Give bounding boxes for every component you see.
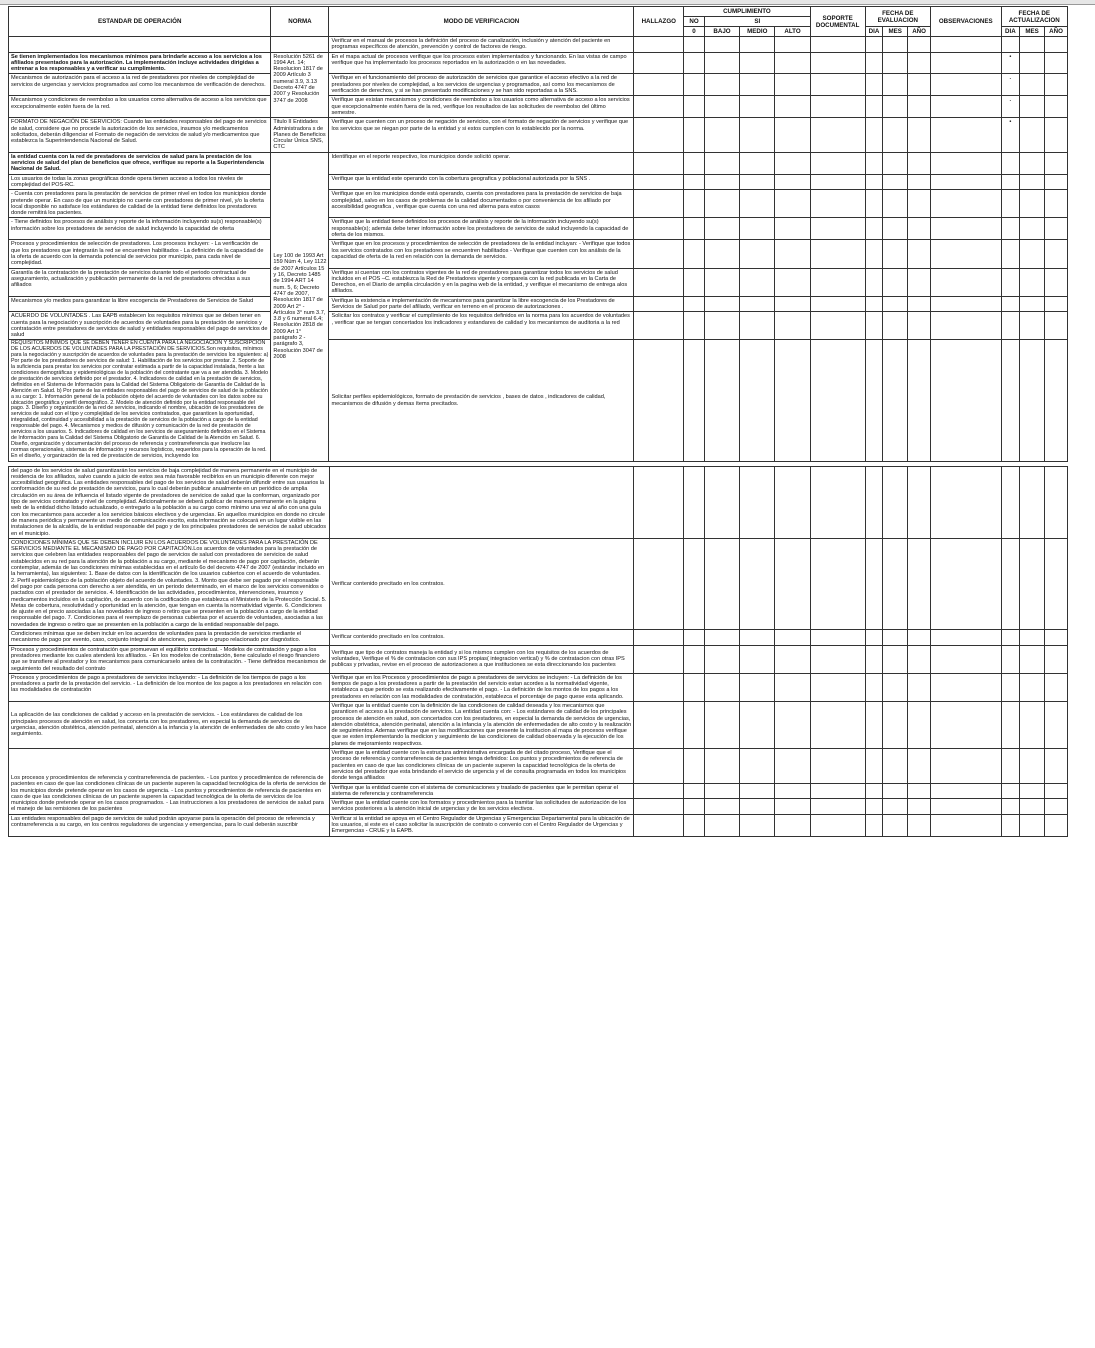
modo-cell: Verifique que cuenten con un proceso de negación de servicios, con el formato de negación de servicios y verifique que los servicios que se niegan por parte de la entidad y si estos cumplen con lo establecido por la norma. <box>329 118 634 152</box>
header-act-dia: DIA <box>1001 27 1020 37</box>
modo-cell: Verifique que la entidad cuente con la estructura administrativa encargada de del citado proceso, Verifique que el proceso de referencia y contrarreferencia de pacientes tenga definidos: Los puntos y procedimientos de referencia de pacientes en caso de que las condiciones clínicas de un paciente superen la capacidad tecnológica de la oferta de servicios del prestador que esta brindando el servicio de urgencia y el de consulta programada en todos los municipios donde tenga afiliados <box>329 749 634 783</box>
modo-cell: Verifique que en los procesos y procedimientos de selección de prestadores de la entidad incluyan: - Verifique que todos los servicios contratados con los prestadores se encuentren habilitados - Verifique que cuenten con los análisis de la capacidad de oferta de la red en relación con la demanda de servicios. <box>329 240 634 268</box>
modo-cell: Verifique en el funcionamiento del proceso de autorización de servicios que garantice el acceso efectivo a la red de prestadores por niveles de complejidad, a los servicios de urgencias y programados, así como los mecanismos de verificación de derechos, y si se han presentado modificaciones y se han sido reportadas a la SNS. <box>329 74 634 96</box>
estandar-cell: - Tiene definidos los procesos de análisis y reporte de la información incluyendo su(s) responsable(s) información sobre los prestadores de servicios de salud incluyendo la capacidad de oferta <box>9 218 271 240</box>
modo-cell: Verifique que la entidad cuente con los formatos y procedimientos para la tramitar las solicitudes de autorización de los servicios posteriores a la atención inicial de urgencias y de los servicios electivos. <box>329 799 634 815</box>
estandar-cell: Las entidades responsables del pago de servicios de salud podrán apoyarse para la operación del proceso de referencia y contrarreferencia a su cargo, en los centros reguladores de urgencias y emergencias, para lo cual deberán suscribir <box>9 814 330 836</box>
modo-cell: Solicitar los contratos y verificar el cumplimiento de los requisitos definidos en la norma para los acuerdos de voluntades , verificar que se tengan concertados los indicadores y estandares de calidad y los mecanismos de auditoria a la red <box>329 312 634 340</box>
table-row <box>9 74 1068 96</box>
modo-cell: Verifique que en los Procesos y procedimientos de pago a prestadores de servicios se incluyen: - La definición de los tiempos de pago a los prestadores a partir de la prestación del servicio estan acordes a la normatividad vigente, establezca a que periodo se esta realizando efectivamente el pago. - La definición de los montos de los pagos a los prestadores en relación con las modalidades de contratación, establezca el porcentaje de pago quese esta aplicando. <box>329 673 634 701</box>
modo-cell: Solicitar perfiles epidemiológicos, formato de prestación de servicios , bases de datos , indicadores de calidad, mecanismos de difusión y demas ítems precitados. <box>329 340 634 461</box>
table-row <box>9 240 1068 268</box>
header-cumplimiento: CUMPLIMIENTO <box>684 7 811 17</box>
header-eval-mes: MES <box>883 27 908 37</box>
table-row <box>9 312 1068 340</box>
table-row <box>9 190 1068 218</box>
norma-cell: Resolución 5261 de 1994 Art. 14; Resolucion 1817 de 2009 Artículo 3 numeral 3.9, 3.13 Decreto 4747 de 2007 y Resolución 3747 de 2008 <box>271 52 329 118</box>
header-eval-anio: AÑO <box>908 27 931 37</box>
mark-cell: • <box>1001 118 1020 152</box>
modo-cell: Verifique que tipo de contratos maneja la entidad y si los mismos cumplen con los requisitos de los acuerdos de voluntades, Verifique el % de contratacion con sus IPS propias( integracion vertical) y % de contratacion con otras IPS publicas y privadas, revise en el proceso de autorizaciones a que instituciones se esta direccionando los pacientes <box>329 645 634 673</box>
modo-cell: Verifique que la entidad tiene definidos los procesos de análisis y reporte de la información incluyendo su(s) responsable(s); además debe tener información sobre los prestadores de servicios de salud incluyendo la capacidad de oferta de los mismos. <box>329 218 634 240</box>
estandar-cell: FORMATO DE NEGACIÓN DE SERVICIOS: Cuando las entidades responsables del pago de servicios de salud, considere que no procede la autorización de los servicios, insumos y/o medicamentos solicitados, deberán diligenciar el Formato de negación de servicios de salud y/o medicamentos que establezca la Superintendencia Nacional de Salud. <box>9 118 271 152</box>
table-row <box>9 296 1068 312</box>
table-row <box>9 268 1068 296</box>
header-hallazgo: HALLAZGO <box>634 7 684 37</box>
estandar-cell: CONDICIONES MÍNIMAS QUE SE DEBEN INCLUIR EN LOS ACUERDOS DE VOLUNTADES PARA LA PRESTACIÓN DE SERVICIOS MEDIANTE EL MECANISMO DE PAGO POR CAPITACIÓN.Los acuerdos de voluntades para la prestación de servicios que celebren las entidades responsables del pago de servicios de salud con prestadores de servicios de salud establecidos en su red para la atención de la población a su cargo, mediante el mecanismo de pago por capitación, deberán contemplar, además de las condiciones mínimas establecidas en el artículo 6o del decreto 4747 de 2007 (estándar incluido en la herramienta), las siguientes: 1. Base de datos con la identificación de los usuarios cubiertos con el acuerdo de voluntades. 2. Perfil epidemiológico de la población objeto del acuerdo de voluntades. 3. Monto que debe ser pagado por el responsable del pago por cada persona con derecho a ser atendida, en un periodo determinado, en el marco de los servicios convenidos o pactados con el prestador de servicios. 4. Identificación de las actividades, procedimientos, intervenciones, insumos y medicamentos incluidos en la capitación, de acuerdo con la codificación que establezca el Ministerio de la Protección Social. 5. Metas de cobertura, resolutividad y oportunidad en la atención, que tengan en cuenta la normatividad vigente. 6. Condiciones de ajuste en el precio asociadas a las novedades de ingreso o retiro que se presenten en la población a cargo de la entidad responsable del pago. 7. Condiciones para el reemplazo de personas cubiertas por el acuerdo de voluntades, asociadas a las novedades de ingreso o retiro que se presenten en la población a cargo de la entidad responsable del pago. <box>9 538 330 629</box>
header-eval-dia: DIA <box>865 27 883 37</box>
table-row <box>9 701 1068 748</box>
header-zero: 0 <box>684 27 705 37</box>
header-bajo: BAJO <box>704 27 739 37</box>
mark-cell: • <box>1001 52 1020 74</box>
header-soporte: SOPORTE DOCUMENTAL <box>810 7 865 37</box>
header-no: NO <box>684 17 705 27</box>
header-norma: NORMA <box>271 7 329 37</box>
estandar-cell: Mecanismos y/o medios para garantizar la libre escogencia de Prestadores de Servicios de Salud <box>9 296 271 312</box>
table-row <box>9 174 1068 190</box>
estandar-cell: la entidad cuenta con la red de prestadores de servicios de salud para la prestación de los servicios de salud del plan de beneficios que ofrece, verifique su reporte a la Superintendencia Nacional de Salud. <box>9 152 271 174</box>
verification-table-page <box>8 6 1068 837</box>
estandar-cell: Garantía de la contratación de la prestación de servicios durante todo el periodo contractual de aseguramiento, actualización y publicación permanente de la red de prestadores ofrecidas a sus afiliados <box>9 268 271 296</box>
header-medio: MEDIO <box>740 27 775 37</box>
table-row <box>9 118 1068 152</box>
mark-cell <box>1001 37 1020 53</box>
header-act-anio: AÑO <box>1045 27 1068 37</box>
modo-cell: Verifique que existan mecanismos y condiciones de reembolso a los usuarios como alternativa de acceso a los servicios que excepcionalmente estén fuera de la red, verifique los resultados de las solicitudes de reembolso del último semestre. <box>329 96 634 118</box>
estandar-cell: Los usuarios de todas la zonas geográficas donde opera tienen acceso a todos los niveles de complejidad del POS-RC. <box>9 174 271 190</box>
modo-cell: Verifique la existencia e implementación de mecanismos para garantizar la libre escogencia de los Prestadores de Servicios de Salud por parte del afiliado, verificar en terreno en el proceso de autorizaciones . <box>329 296 634 312</box>
header-observaciones: OBSERVACIONES <box>930 7 1001 37</box>
estandar-cell: del pago de los servicios de salud garantizarán los servicios de baja complejidad de manera permanente en el municipio de residencia de los afiliados, salvo cuando a juicio de estos sea más favorable recibirlos en un municipio diferente con mejor accesibilidad geográfica. Las entidades responsables del pago de los servicios de salud deberán difundir entre sus usuarios la conformación de su red de prestación de servicios, para lo cual deberán publicar anualmente en un periódico de amplia circulación en su área de influencia el listado vigente de prestadores de servicios de salud que la conforman, organizado por tipo de servicios contratado y nivel de complejidad. Adicionalmente se deberá publicar de manera permanente en la página web de la entidad dicho listado actualizado, o entregarlo a la población a su cargo como mínimo una vez al año con una guía con los mecanismos para acceder a los servicios básicos electivos y de urgencias. En aquellos municipios en donde no circule de manera periódica y permanente un medio de comunicación escrito, esta información se colocará en un lugar visible en las instalaciones de la alcaldía, de la entidad responsable del pago y de los principales prestadores de servicios de salud ubicados en el municipio. <box>9 466 330 538</box>
estandar-cell: Procesos y procedimientos de contratación que promuevan el equilibrio contractual. - Modelos de contratación y pago a los prestadores mediante los cuales atenderá los afiliados. - En los modelos de contratación, tiene calculado el riesgo financiero que se transfiere al prestador y los mecanismos para comunicarselo antes de la contratación. - Tiene definidos mecanismos de seguimiento del resultado del contrato <box>9 645 330 673</box>
norma-cell: Titulo II Entidades Administradora s de Planes de Beneficios Circular Única SNS, CTC <box>271 118 329 152</box>
estandar-cell: Los procesos y procedimientos de referencia y contrarreferencia de pacientes. - Los puntos y procedimientos de referencia de pacientes en caso de que las condiciones clínicas de un paciente superen la capacidad tecnológica de la oferta de servicios de los municipios donde pretende operar en los casos de urgencia. - Los puntos y procedimientos de referencia de pacientes en caso de que las condiciones clínicas de un paciente superen la capacidad tecnológica de la oferta de servicios de los municipios donde pretende operar en los casos programados. - Las instrucciones a los prestadores de servicios de salud para el manejo de las remisiones de los pacientes <box>9 749 330 815</box>
header-act-mes: MES <box>1020 27 1045 37</box>
estandar-cell: Procesos y procedimientos de selección de prestadores. Los procesos incluyen: - La verificación de que los prestadores que integrarán la red se encuentren habilitados - La definición de la capacidad de la oferta de acuerdo con la demanda potencial de servicios por municipio, para cada nivel de complejidad. <box>9 240 271 268</box>
modo-cell: Verificar si la entidad se apoya en el Centro Regulador de Urgencias y Emergencias Departamental para la ubicación de los usuarios, si este es el caso solicitar la suscripción de contrato o convenio con el Centro Regulador de Urgencias y Emergencias - CRUE y la EAPB. <box>329 814 634 836</box>
estandar-cell: Se tienen implementados los mecanismos mínimos para brindarle acceso a los servicios a los afiliados presentados para la autorización. La implementación incluye actividades dirigidas a entrenar a los responsables y a verificar su cumplimiento. <box>9 52 271 74</box>
norma-cell: Ley 100 de 1993 Art 159 Núm 4, Ley 1122 de 2007 Artículos 15 y 16, Decreto 1485 de 1994 ART 14 num. 5, 6; Decreto 4747 de 2007, Resolución 1817 de 2009 Art 2° - Artículos 3° num 3.7, 3.8 y 6 numeral 6.4; Resolución 2818 de 2009 Art 1° parágrafo 2 - parágrafo 3, Resolución 3047 de 2008 <box>271 152 329 461</box>
header-estandar: ESTANDAR DE OPERACIÓN <box>9 7 271 37</box>
table-row <box>9 340 1068 461</box>
table-row <box>9 52 1068 74</box>
estandar-cell: - Cuenta con prestadores para la prestación de servicios de primer nivel en todos los municipios donde pretende operar. En caso de que un municipio no cuente con prestadores de primer nivel, y/o la oferta local disponible no satisface los estándares de calidad de la entidad tiene definidos los prestadores donde remitirá los pacientes. <box>9 190 271 218</box>
header-fecha-actualizacion: FECHA DE ACTUALIZACION <box>1001 7 1068 27</box>
modo-cell: Verifique si cuentan con los contratos vigentes de la red de prestadores para garantizar todos los servicios de salud incluidos en el POS –C. establezca la Red de Prestadores vigente y compareia con la red publicada en la Carta de Derechos, en el Diario de amplia circulación y en la pagina web de la entidad, y verifique el mecanismo de entrega alos afiliados. <box>329 268 634 296</box>
estandar-cell: Mecanismos de autorización para el acceso a la red de prestadores por niveles de complejidad de servicios de urgencias y servicios programados así como los mecanismos de verificación de derechos. <box>9 74 271 96</box>
table-row <box>9 673 1068 701</box>
table-row <box>9 630 1068 646</box>
table-row <box>9 37 1068 53</box>
estandar-cell: ACUERDO DE VOLUNTADES . Las EAPB establecen los requisitos mínimos que se deben tener en cuenta para la negociación y suscripción de acuerdos de voluntades para la prestación de servicios y contratación entre prestadores de servicios de salud y entidades responsables del pago de servicios de salud <box>9 312 271 340</box>
table-row <box>9 218 1068 240</box>
table-row <box>9 96 1068 118</box>
table-row <box>9 645 1068 673</box>
header-modo: MODO DE VERIFICACION <box>329 7 634 37</box>
estandar-cell <box>9 37 271 53</box>
norma-cell <box>271 37 329 53</box>
estandar-cell: REQUISITOS MÍNIMOS QUE SE DEBEN TENER EN CUENTA PARA LA NEGOCIACIÓN Y SUSCRIPCIÓN DE LOS ACUERDOS DE VOLUNTADES PARA LA PRESTACIÓN DE SERVICIOS.Son requisitos, mínimos para la negociación y suscripción de acuerdos de voluntades para la prestación de servicios los siguientes: a) Por parte de los prestadores de servicios de salud: 1. Habilitación de los servicios por prestar. 2. Soporte de la suficiencia para prestar los servicios por contratar estimada a partir de la capacidad instalada, frente a las condiciones demográficas y epidemiológicas de la población del contratante que va a ser atendida. 3. Modelo de prestación de servicios definido por el prestador. 4. Indicadores de calidad en la prestación de servicios, definidos en el Sistema de Información para la Calidad del Sistema Obligatorio de Garantía de Calidad de la Atención en Salud. b) Por parte de las entidades responsables del pago de servicios de salud de la población a su cargo: 1. Información general de la población objeto del acuerdo de voluntades con los datos sobre su ubicación geográfica y perfil demográfico. 2. Modelo de atención definido por la entidad responsable del pago. 3. Diseño y organización de la red de servicios, indicando el nombre, ubicación de los prestadores de servicios de salud con el tipo y complejidad de los servicios contratados, que garanticen la oportunidad, integralidad, continuidad y accesibilidad a la prestación de servicios de la población a cargo de la entidad responsable del pago. 4. Mecanismos y medios de difusión y comunicación de la red de prestación de servicios a los usuarios. 5. Indicadores de calidad en los servicios de aseguramiento definidos en el Sistema de Información para la Calidad del Sistema Obligatorio de Garantía de Calidad de la Atención en Salud. 6. Diseño, organización y documentación del proceso de referencia y contrarreferencia que involucre las normas operacionales, sistemas de información y recursos logísticos, requeridos para la operación de la red. En el diseño, y organización de la red de prestación de servicios, incluyendo los <box>9 340 271 461</box>
table-row <box>9 814 1068 836</box>
estandar-cell: La aplicación de las condiciones de calidad y acceso en la prestación de servicios. - Los estándares de calidad de los principales procesos de atención en salud, los concerta con los prestadores, en especial la demanda de servicios de urgencias, atención obstétrica, atención perinatal, atención a la infancia y la atención de enfermedades de alto costo y les hace seguimiento. <box>9 701 330 748</box>
estandar-cell: Procesos y procedimientos de pago a prestadores de servicios incluyendo: - La definición de los tiempos de pago a los prestadores a partir de la prestación del servicio. - La definición de los montos de los pagos a los prestadores en relación con las modalidades de contratación <box>9 673 330 701</box>
header-alto: ALTO <box>775 27 810 37</box>
modo-cell: En el mapa actual de procesos verifique que los procesos esten implementados y funcionando. En las vistas de campo verifique que ha implementado los procesos reportados en la autorización o en las novedades. <box>329 52 634 74</box>
top-bar <box>0 0 1095 5</box>
modo-cell: Verificar en el manual de procesos la definición del proceso de canalización, inclusión y atención del paciente en programas específicos de atención, prevención y control de factores de riesgo. <box>329 37 634 53</box>
table-row <box>9 749 1068 783</box>
table-row <box>9 152 1068 174</box>
mark-cell: . <box>1001 74 1020 96</box>
header-si: SI <box>704 17 810 27</box>
modo-cell: Verifique que la entidad este operando con la cobertura geografica y poblacional autorizada por la SNS . <box>329 174 634 190</box>
header-fecha-evaluacion: FECHA DE EVALUACION <box>865 7 930 27</box>
mark-cell: . <box>1001 96 1020 118</box>
modo-cell: Verifique que la entidad cuente con la definición de las condiciones de calidad deseada y los mecanismos que garanticen el acceso a la prestación de servicios. La entidad cuenta con: - Los estándares de calidad de los principales procesos de atención en salud, son concertados con los prestadores, en especial la demanda de servicios de urgencias, atención obstétrica, atención perinatal, atención a la infancia y la atención de enfermedades de alto costo y la realización de seguimientos. Ademas verifique que en las modificaciones que presente la institucion al mapa de procesos verifique que se esten implementando la medicion y seguimiento de las condiciones de calidad observada y la ejecución de los planes de mejoramiento respectivos. <box>329 701 634 748</box>
verification-table-continued <box>8 466 1068 837</box>
table-row <box>9 466 1068 538</box>
modo-cell: Verificar contenido precitado en los contratos. <box>329 538 634 629</box>
modo-cell <box>329 466 634 538</box>
modo-cell: Verificar contenido precitado en los contratos. <box>329 630 634 646</box>
estandar-cell: Condiciones mínimas que se deben incluir en los acuerdos de voluntades para la prestación de servicios mediante el mecanismo de pago por evento, caso, conjunto integral de atenciones, paquete o grupo relacionado por diagnóstico. <box>9 630 330 646</box>
modo-cell: Verifique que la entidad cuente con el sistema de comunicaciones y traslado de pacientes que le permitan operar el sistema de referencia y contrarreferencia <box>329 783 634 799</box>
modo-cell: Identifique en el reporte respectivo, los municipios donde solicitó operar. <box>329 152 634 174</box>
modo-cell: Verifique que en los municipios donde está operando, cuenta con prestadores para la prestación de servicios de baja complejidad, salvo en los casos de problemas de la calidad documentados o por conveniencia de los afiliado por accesibilidad geografica , verifique que cuenta con una red alterna para estos casos <box>329 190 634 218</box>
estandar-cell: Mecanismos y condiciones de reembolso a los usuarios como alternativa de acceso a los servicios que excepcionalmente estén fuera de la red. <box>9 96 271 118</box>
table-row <box>9 538 1068 629</box>
verification-table <box>8 6 1068 462</box>
